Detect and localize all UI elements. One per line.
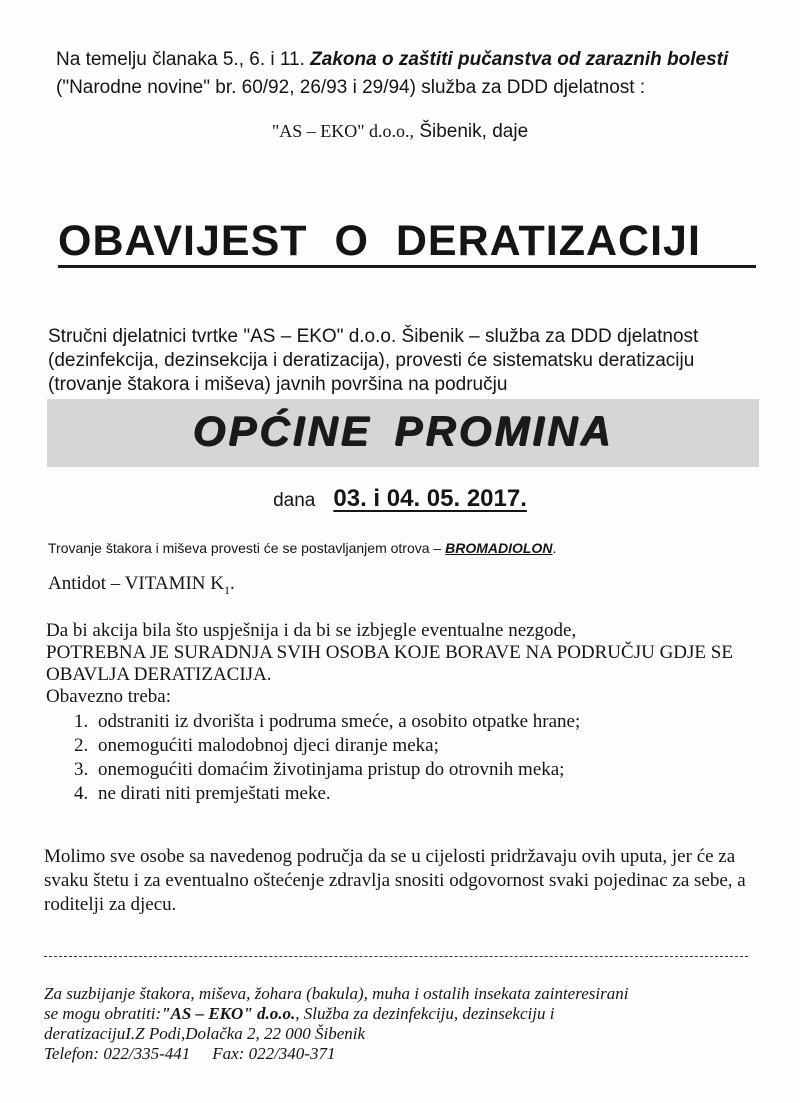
list-item <box>74 734 734 758</box>
cooperation-paragraph <box>46 620 766 708</box>
page-title: OBAVIJEST O DERATIZACIJI <box>58 217 701 265</box>
list-item-text: onemogućiti domaćim životinjama pristup do otrovnih meka; <box>98 759 565 780</box>
title-underline <box>58 265 756 268</box>
list-item-text: odstraniti iz dvorišta i podruma smeće, a osobito otpatke hrane; <box>98 711 581 732</box>
legal-basis <box>56 46 756 102</box>
legal-basis-line1 <box>56 46 756 74</box>
location-title: OPĆINE PROMINA <box>192 407 614 454</box>
legal-basis-line2: ("Narodne novine" br. 60/92, 26/93 i 29/94) služba za DDD djelatnost : <box>56 77 646 98</box>
fax-number: Fax: 022/340-371 <box>212 1044 336 1063</box>
service-description: Stručni djelatnici tvrtke "AS – EKO" d.o.o. Šibenik – služba za DDD djelatnost (dezinfekcija, dezinsekcija i deratizacija), provesti će sistematsku deratizaciju (trovanje štakora i miševa) javnih površina na području <box>48 326 699 395</box>
dashed-divider <box>44 956 748 957</box>
list-item-text: onemogućiti malodobnoj djeci diranje meka; <box>98 735 439 756</box>
footer-address: deratizacijuI.Z Podi,Dolačka 2, 22 000 Šibenik <box>44 1024 366 1043</box>
list-item <box>74 782 734 806</box>
date-label: dana <box>273 490 316 511</box>
issuer-company-name: "AS – EKO" d.o.o., <box>271 121 415 141</box>
cooperation-request: POTREBNA JE SURADNJA SVIH OSOBA KOJE BORAVE NA PODRUČJU GDJE SE OBAVLJA DERATIZACIJA. <box>46 642 733 685</box>
closing-paragraph: Molimo sve osobe sa navedenog područja da se u cijelosti pridržavaju ovih uputa, jer će za svaku štetu i za eventualno oštećenje zdravlja snositi odgovornost svaki pojedinac za sebe, a roditelji za djecu. <box>44 846 746 915</box>
footer-line1: Za suzbijanje štakora, miševa, žohara (bakula), muha i ostalih insekata zainteresirani <box>44 984 629 1003</box>
date-value: 03. i 04. 05. 2017. <box>333 485 527 512</box>
footer-suffix: , Služba za dezinfekciju, dezinsekciju i <box>295 1004 555 1023</box>
contact-footer <box>44 984 764 1064</box>
list-item-number: 4. <box>74 783 89 804</box>
bait-line <box>48 540 768 556</box>
footer-company: "AS – EKO" d.o.o. <box>161 1004 296 1023</box>
antidote-end: . <box>229 573 235 594</box>
list-item <box>74 710 734 734</box>
legal-basis-prefix: Na temelju članaka 5., 6. i 11. <box>56 49 311 70</box>
list-item-number: 1. <box>74 711 89 732</box>
bait-text: Trovanje štakora i miševa provesti će se postavljanjem otrova – <box>48 540 446 556</box>
antidote-line <box>48 573 235 598</box>
law-title: Zakona o zaštiti pučanstva od zaraznih bolesti <box>310 49 729 70</box>
location-banner <box>47 399 759 467</box>
list-item <box>74 758 734 782</box>
list-item-number: 3. <box>74 759 89 780</box>
required-heading: Obavezno treba: <box>46 686 172 707</box>
phone-number: Telefon: 022/335-441 <box>44 1044 191 1063</box>
list-item-number: 2. <box>74 735 89 756</box>
issuer-location: Šibenik, daje <box>414 121 529 142</box>
antidote-text: Antidot – VITAMIN K <box>48 573 224 594</box>
footer-line2 <box>44 1004 764 1024</box>
antidote-subscript: 1 <box>223 582 230 597</box>
footer-prefix: se mogu obratiti: <box>44 1004 162 1023</box>
date-row <box>0 485 800 513</box>
instructions-list <box>74 710 734 806</box>
bait-name: BROMADIOLON <box>445 540 553 556</box>
bait-end: . <box>552 540 557 556</box>
footer-contacts <box>44 1044 764 1064</box>
issuer-line <box>0 121 800 143</box>
cooperation-intro: Da bi akcija bila što uspješnija i da bi se izbjegle eventualne nezgode, <box>46 620 577 641</box>
list-item-text: ne dirati niti premještati meke. <box>98 783 331 804</box>
